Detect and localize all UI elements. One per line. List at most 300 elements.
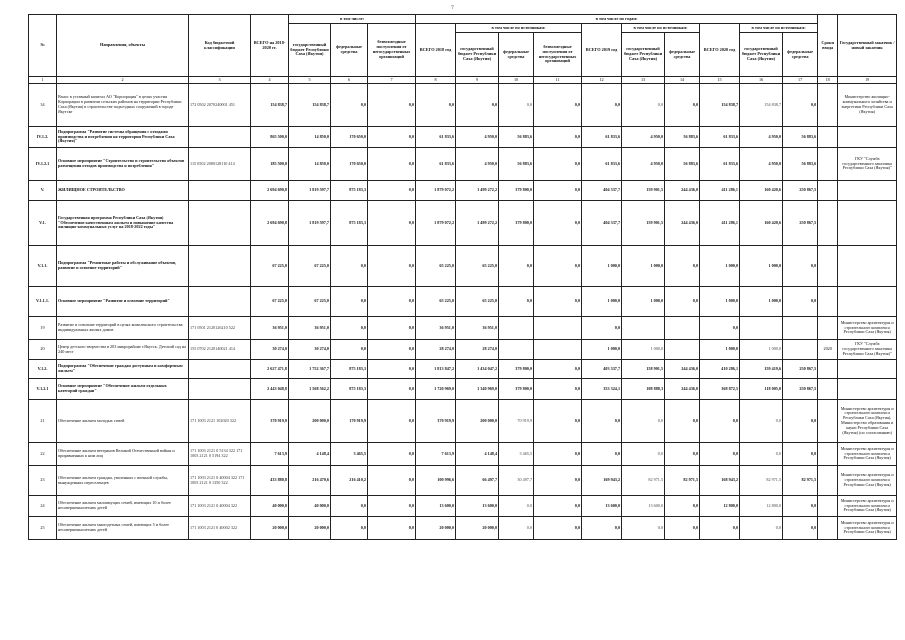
row-value: 30 497,7 bbox=[499, 466, 534, 496]
row-value bbox=[534, 340, 582, 360]
row-term bbox=[818, 201, 838, 246]
row-value: 0,0 bbox=[499, 496, 534, 517]
row-kbk bbox=[189, 360, 251, 379]
row-value: 0,0 bbox=[700, 400, 740, 443]
row-kbk: 171 0501 2120126210 522 bbox=[189, 317, 251, 340]
row-value: 0,0 bbox=[331, 84, 368, 127]
row-value: 4 950,0 bbox=[740, 148, 783, 181]
row-value: 1 000,0 bbox=[622, 340, 665, 360]
row-value: 1 879 072,2 bbox=[416, 181, 456, 201]
row-value: 30 274,0 bbox=[251, 340, 289, 360]
header-customer: Государственный заказчик / новый заказчик bbox=[838, 15, 897, 77]
row-value: 433 880,8 bbox=[251, 466, 289, 496]
row-kbk bbox=[189, 127, 251, 148]
row-value: 0,0 bbox=[783, 443, 818, 466]
row-value: 0,0 bbox=[534, 400, 582, 443]
row-value: 2 443 048,8 bbox=[251, 379, 289, 400]
row-value: 56 883,6 bbox=[499, 148, 534, 181]
row-name: Подпрограмма "Обеспечение граждан доступным и комфортным жильем" bbox=[57, 360, 189, 379]
row-value: 159 901,5 bbox=[622, 201, 665, 246]
row-value: 12 800,0 bbox=[700, 496, 740, 517]
row-value: 158 901,5 bbox=[622, 360, 665, 379]
row-number: V.1.1.1. bbox=[29, 287, 57, 317]
row-value: 0,0 bbox=[534, 148, 582, 181]
row-value bbox=[499, 317, 534, 340]
row-value: 28 274,0 bbox=[416, 340, 456, 360]
header-2020: ВСЕГО 2020 год bbox=[700, 24, 740, 77]
row-name: Подпрограмма "Ремонтные работы и обслуживание объектов, развитие и освоение территорий" bbox=[57, 246, 189, 287]
row-value: 4 950,0 bbox=[622, 148, 665, 181]
row-value: 12 800,0 bbox=[740, 496, 783, 517]
row-kbk: 171 1003 2121 0 40004 322 bbox=[189, 496, 251, 517]
row-value: 3 465,5 bbox=[331, 443, 368, 466]
row-value: 1 568 562,2 bbox=[289, 379, 331, 400]
row-value: 170 919,9 bbox=[331, 400, 368, 443]
header-kbk: Код бюджетной классификации bbox=[189, 15, 251, 77]
row-value: 0,0 bbox=[534, 466, 582, 496]
row-value: 1 000,0 bbox=[740, 246, 783, 287]
header-term: Сроки ввода bbox=[818, 15, 838, 77]
row-value: 7 613,9 bbox=[251, 443, 289, 466]
row-value: 0,0 bbox=[665, 287, 700, 317]
row-value: 0,0 bbox=[368, 360, 416, 379]
row-value: 875 183,3 bbox=[331, 201, 368, 246]
column-number: 11 bbox=[534, 77, 582, 84]
row-number: 19 bbox=[29, 317, 57, 340]
row-customer bbox=[838, 181, 897, 201]
row-name: Обеспечение жильем молодых семей bbox=[57, 400, 189, 443]
row-value: 61 833,6 bbox=[416, 148, 456, 181]
row-value: 36 951,0 bbox=[289, 317, 331, 340]
row-value: 216 410,2 bbox=[331, 466, 368, 496]
row-value: 0,0 bbox=[534, 379, 582, 400]
row-value bbox=[783, 317, 818, 340]
row-value: 0,0 bbox=[368, 400, 416, 443]
page-number: 7 bbox=[451, 6, 454, 11]
row-number: IV.1.2. bbox=[29, 127, 57, 148]
row-term bbox=[818, 360, 838, 379]
row-value: 370 919,9 bbox=[416, 400, 456, 443]
row-value: 875 183,3 bbox=[331, 379, 368, 400]
header-no: № bbox=[29, 15, 57, 77]
row-value: 0,0 bbox=[534, 496, 582, 517]
row-value: 1 000,0 bbox=[582, 246, 622, 287]
row-value: 1 000,0 bbox=[700, 246, 740, 287]
row-name: Обеспечение жильем граждан, уволенных с военной службы, вынужденных переселенцев bbox=[57, 466, 189, 496]
row-value: 36 951,0 bbox=[456, 317, 499, 340]
header-2019: ВСЕГО 2019 год bbox=[582, 24, 622, 77]
row-value: 154 838,7 bbox=[740, 84, 783, 127]
table-row bbox=[29, 148, 897, 181]
row-value: 0,0 bbox=[740, 443, 783, 466]
row-value: 0,0 bbox=[582, 84, 622, 127]
row-value: 36 951,0 bbox=[416, 317, 456, 340]
row-value: 0,0 bbox=[499, 84, 534, 127]
column-number: 7 bbox=[368, 77, 416, 84]
row-value: 0,0 bbox=[368, 148, 416, 181]
row-value: 0,0 bbox=[534, 127, 582, 148]
row-value: 0,0 bbox=[783, 287, 818, 317]
row-value: 0,0 bbox=[665, 246, 700, 287]
row-value: 0,0 bbox=[740, 517, 783, 540]
row-value: 404 337,7 bbox=[582, 181, 622, 201]
row-value: 56 883,6 bbox=[665, 127, 700, 148]
row-value: 67 225,0 bbox=[251, 287, 289, 317]
header-total: ВСЕГО на 2018-2020 гг. bbox=[251, 15, 289, 77]
row-name: Подпрограмма "Развитие системы обращения с отходами производства и потребления на территории Республики Саха (Якутия)" bbox=[57, 127, 189, 148]
row-customer bbox=[838, 201, 897, 246]
header-name: Направления, объекты bbox=[57, 15, 189, 77]
row-value: 82 971,5 bbox=[622, 466, 665, 496]
row-value: 216 470,6 bbox=[289, 466, 331, 496]
row-value: 0,0 bbox=[331, 340, 368, 360]
row-kbk: 115 0502 2080128110 414 bbox=[189, 148, 251, 181]
table-row bbox=[29, 400, 897, 443]
row-value: 250 867,5 bbox=[783, 379, 818, 400]
row-value: 56 883,6 bbox=[665, 148, 700, 181]
row-value: 36 951,0 bbox=[251, 317, 289, 340]
table-row bbox=[29, 340, 897, 360]
row-customer: Министерство архитектуры и строительного комплекса Республики Саха (Якутия) bbox=[838, 496, 897, 517]
row-kbk bbox=[189, 201, 251, 246]
row-value: 67 225,0 bbox=[289, 246, 331, 287]
row-number: 21 bbox=[29, 400, 57, 443]
row-value: 250 867,5 bbox=[783, 360, 818, 379]
row-value: 0,0 bbox=[534, 287, 582, 317]
row-value: 7 613,9 bbox=[416, 443, 456, 466]
row-value: 4 148,4 bbox=[289, 443, 331, 466]
row-value: 61 833,6 bbox=[700, 148, 740, 181]
row-value: 0,0 bbox=[368, 340, 416, 360]
row-value: 20 000,0 bbox=[456, 517, 499, 540]
row-term bbox=[818, 148, 838, 181]
row-value: 159 901,5 bbox=[622, 181, 665, 201]
column-number: 9 bbox=[456, 77, 499, 84]
row-value bbox=[665, 340, 700, 360]
row-value: 0,0 bbox=[368, 201, 416, 246]
row-value: 0,0 bbox=[534, 201, 582, 246]
row-value: 0,0 bbox=[665, 496, 700, 517]
row-value: 65 225,0 bbox=[416, 287, 456, 317]
row-value: 1 434 047,2 bbox=[456, 360, 499, 379]
table-row bbox=[29, 317, 897, 340]
table-row bbox=[29, 466, 897, 496]
row-value: 13 600,0 bbox=[416, 496, 456, 517]
header-fed-2019: федеральные средства bbox=[665, 33, 700, 77]
header-gb-2018: государственный бюджет Республики Саха (Якутия) bbox=[456, 33, 499, 77]
row-value: 0,0 bbox=[700, 517, 740, 540]
row-term bbox=[818, 317, 838, 340]
row-term bbox=[818, 496, 838, 517]
row-value: 244 436,0 bbox=[665, 360, 700, 379]
row-value: 160 420,6 bbox=[740, 201, 783, 246]
row-value: 56 883,6 bbox=[783, 148, 818, 181]
row-customer bbox=[838, 246, 897, 287]
row-value: 56 883,6 bbox=[783, 127, 818, 148]
row-name: ЖИЛИЩНОЕ СТРОИТЕЛЬСТВО bbox=[57, 181, 189, 201]
row-value: 61 833,6 bbox=[582, 148, 622, 181]
row-value: 403 337,7 bbox=[582, 360, 622, 379]
row-number: V.1.2. bbox=[29, 360, 57, 379]
column-number: 15 bbox=[700, 77, 740, 84]
row-value: 0,0 bbox=[368, 317, 416, 340]
row-value: 185 500,0 bbox=[251, 148, 289, 181]
row-value: 118 005,0 bbox=[740, 379, 783, 400]
row-kbk: 172 0502 2070240001 451 bbox=[189, 84, 251, 127]
row-value: 0,0 bbox=[622, 443, 665, 466]
row-value: 1 752 367,7 bbox=[289, 360, 331, 379]
row-value: 0,0 bbox=[368, 127, 416, 148]
column-number: 17 bbox=[783, 77, 818, 84]
row-value: 0,0 bbox=[665, 517, 700, 540]
row-value: 865 500,0 bbox=[251, 127, 289, 148]
row-value: 2 627 471,8 bbox=[251, 360, 289, 379]
row-customer bbox=[838, 127, 897, 148]
row-value: 0,0 bbox=[582, 517, 622, 540]
row-term bbox=[818, 466, 838, 496]
row-value: 1 000,0 bbox=[700, 340, 740, 360]
row-value: 20 000,0 bbox=[416, 517, 456, 540]
row-customer bbox=[838, 287, 897, 317]
header-incl-sources-2019: в том числе по источникам: bbox=[622, 24, 700, 33]
row-value: 14 850,0 bbox=[289, 148, 331, 181]
row-number: 34 bbox=[29, 84, 57, 127]
row-term bbox=[818, 246, 838, 287]
row-number: V. bbox=[29, 181, 57, 201]
column-number: 6 bbox=[331, 77, 368, 84]
row-value: 379 800,0 bbox=[499, 201, 534, 246]
row-name: Основное мероприятие "Строительство и строительство объектов размещения отходов производства и потребления" bbox=[57, 148, 189, 181]
row-number: 22 bbox=[29, 443, 57, 466]
row-value: 70 919,9 bbox=[499, 400, 534, 443]
row-customer: Министерство архитектуры и строительного комплекса Республики Саха (Якутия), Министерство образования и науки Республики Саха (Якутия) (по согласованию) bbox=[838, 400, 897, 443]
row-customer: Министерство архитектуры и строительного комплекса Республики Саха (Якутия) bbox=[838, 517, 897, 540]
table-row bbox=[29, 443, 897, 466]
row-value: 0,0 bbox=[665, 443, 700, 466]
row-value: 250 867,5 bbox=[783, 201, 818, 246]
row-value: 0,0 bbox=[740, 400, 783, 443]
row-number: 23 bbox=[29, 466, 57, 496]
row-value: 379 800,0 bbox=[499, 181, 534, 201]
row-value: 154 838,7 bbox=[251, 84, 289, 127]
row-value: 1 499 272,2 bbox=[456, 181, 499, 201]
header-incl-sources-2020: в том числе по источникам: bbox=[740, 24, 818, 33]
row-value bbox=[534, 317, 582, 340]
row-value: 0,0 bbox=[622, 400, 665, 443]
row-kbk: 155 0702 2120140021 414 bbox=[189, 340, 251, 360]
row-value: 1 813 847,2 bbox=[416, 360, 456, 379]
table-row bbox=[29, 496, 897, 517]
row-value: 368 872,5 bbox=[700, 379, 740, 400]
row-name: Взнос в уставный капитал АО "Корпорация" в целях участия Корпорации в развитии сельских районов на территории Республики Саха (Якутия) в строительстве подъездных сооружений в городе Якутске bbox=[57, 84, 189, 127]
column-number: 19 bbox=[838, 77, 897, 84]
row-kbk bbox=[189, 246, 251, 287]
row-value: 65 225,0 bbox=[456, 287, 499, 317]
row-value: 0,0 bbox=[368, 379, 416, 400]
row-value: 0,0 bbox=[700, 317, 740, 340]
row-value: 0,0 bbox=[368, 84, 416, 127]
column-number: 2 bbox=[57, 77, 189, 84]
row-number: V.1. bbox=[29, 201, 57, 246]
column-number: 14 bbox=[665, 77, 700, 84]
table-row bbox=[29, 360, 897, 379]
row-value: 244 436,0 bbox=[665, 379, 700, 400]
row-customer bbox=[838, 360, 897, 379]
header-gb-2020: государственный бюджет Республики Саха (Якутия) bbox=[740, 33, 783, 77]
row-value: 65 225,0 bbox=[456, 246, 499, 287]
row-name: Основное мероприятие "Обеспечение жильем отдельных категорий граждан" bbox=[57, 379, 189, 400]
row-value: 379 800,0 bbox=[499, 379, 534, 400]
column-number: 13 bbox=[622, 77, 665, 84]
row-value: 0,0 bbox=[368, 287, 416, 317]
row-value: 67 225,0 bbox=[251, 246, 289, 287]
row-value bbox=[622, 317, 665, 340]
table-row bbox=[29, 246, 897, 287]
row-value: 0,0 bbox=[665, 400, 700, 443]
table-row bbox=[29, 127, 897, 148]
row-number: V.1.2.1 bbox=[29, 379, 57, 400]
row-value: 66 497,7 bbox=[456, 466, 499, 496]
row-value: 244 436,0 bbox=[665, 181, 700, 201]
row-value: 0,0 bbox=[700, 443, 740, 466]
row-value: 0,0 bbox=[368, 443, 416, 466]
row-value: 0,0 bbox=[783, 246, 818, 287]
row-term bbox=[818, 400, 838, 443]
row-value: 13 600,0 bbox=[456, 496, 499, 517]
row-value: 379 800,0 bbox=[499, 360, 534, 379]
row-term bbox=[818, 84, 838, 127]
table-row bbox=[29, 181, 897, 201]
row-kbk: 171 1003 2121 0 40002 322 bbox=[189, 517, 251, 540]
row-value: 1 000,0 bbox=[582, 287, 622, 317]
row-value: 0,0 bbox=[331, 287, 368, 317]
row-kbk bbox=[189, 379, 251, 400]
row-value: 0,0 bbox=[331, 246, 368, 287]
row-value: 56 883,6 bbox=[499, 127, 534, 148]
row-value: 4 950,0 bbox=[456, 148, 499, 181]
row-value: 0,0 bbox=[534, 360, 582, 379]
row-value: 108 888,3 bbox=[622, 379, 665, 400]
row-value: 0,0 bbox=[368, 181, 416, 201]
row-term bbox=[818, 379, 838, 400]
column-numbers-row bbox=[29, 77, 897, 84]
header-gb-2019: государственный бюджет Республики Саха (Якутия) bbox=[622, 33, 665, 77]
row-customer: Министерство архитектуры и строительного комплекса Республики Саха (Якутия) bbox=[838, 466, 897, 496]
row-value: 4 148,4 bbox=[456, 443, 499, 466]
row-value: 159 419,6 bbox=[740, 360, 783, 379]
row-value: 0,0 bbox=[368, 246, 416, 287]
row-name: Развитие и освоение территорий в целях комплексного строительства индивидуальных жилых домов bbox=[57, 317, 189, 340]
row-number: 25 bbox=[29, 517, 57, 540]
row-value: 0,0 bbox=[665, 84, 700, 127]
row-value: 200 000,0 bbox=[289, 400, 331, 443]
row-value: 875 183,3 bbox=[331, 360, 368, 379]
row-value: 30 274,0 bbox=[289, 340, 331, 360]
row-customer: ГКУ "Служба государственного заказчика Республики Саха (Якутия)" bbox=[838, 148, 897, 181]
row-value: 1 720 969,0 bbox=[416, 379, 456, 400]
row-customer: ГКУ "Служба государственного заказчика Республики Саха (Якутия)" bbox=[838, 340, 897, 360]
table-row bbox=[29, 379, 897, 400]
row-value: 0,0 bbox=[534, 181, 582, 201]
row-value: 82 971,5 bbox=[740, 466, 783, 496]
header-fed-2018: федеральные средства bbox=[499, 33, 534, 77]
row-value: 1 340 969,0 bbox=[456, 379, 499, 400]
row-value: 0,0 bbox=[622, 517, 665, 540]
row-value: 154 838,7 bbox=[289, 84, 331, 127]
row-value: 0,0 bbox=[416, 84, 456, 127]
row-value: 61 833,6 bbox=[416, 127, 456, 148]
row-term bbox=[818, 443, 838, 466]
row-value: 244 436,0 bbox=[665, 201, 700, 246]
row-value: 0,0 bbox=[534, 517, 582, 540]
row-value: 200 000,0 bbox=[456, 400, 499, 443]
row-name: Обеспечение жильем многодетных семей, имеющих 5 и более несовершеннолетних детей bbox=[57, 517, 189, 540]
row-value: 2 694 690,8 bbox=[251, 201, 289, 246]
row-value: 353 324,1 bbox=[582, 379, 622, 400]
row-term: 2020 bbox=[818, 340, 838, 360]
row-name: Обеспечение жильем малоимущих семей, имеющих 10 и более несовершеннолетних детей bbox=[57, 496, 189, 517]
row-value: 1 000,0 bbox=[740, 340, 783, 360]
row-value: 67 225,0 bbox=[289, 287, 331, 317]
row-value: 0,0 bbox=[368, 466, 416, 496]
table-row bbox=[29, 201, 897, 246]
row-value: 82 971,5 bbox=[783, 466, 818, 496]
column-number: 10 bbox=[499, 77, 534, 84]
row-value: 0,0 bbox=[456, 84, 499, 127]
row-value: 0,0 bbox=[622, 84, 665, 127]
row-value: 13 600,0 bbox=[582, 496, 622, 517]
row-name: Центр детского творчества в 203 микрорайоне г.Якутск. Детский сад на 240 мест bbox=[57, 340, 189, 360]
row-value: 1 000,0 bbox=[740, 287, 783, 317]
row-value: 20 000,0 bbox=[289, 517, 331, 540]
column-number: 3 bbox=[189, 77, 251, 84]
row-name: Государственная программа Республики Саха (Якутия) "Обеспечение качественным жильем и повышение качества жилищно-коммунальных услуг на 2018-2022 годы" bbox=[57, 201, 189, 246]
header-incl: в том числе: bbox=[289, 15, 416, 24]
row-value: 0,0 bbox=[499, 517, 534, 540]
row-value: 410 286,1 bbox=[700, 360, 740, 379]
row-value: 0,0 bbox=[368, 517, 416, 540]
row-customer: Министерство архитектуры и строительного комплекса Республики Саха (Якутия) bbox=[838, 317, 897, 340]
row-value: 411 286,1 bbox=[700, 201, 740, 246]
row-customer: Министерство жилищно-коммунального хозяйства и энергетики Республики Саха (Якутия) bbox=[838, 84, 897, 127]
row-value: 20 000,0 bbox=[251, 517, 289, 540]
row-value: 170 650,0 bbox=[331, 148, 368, 181]
row-term bbox=[818, 517, 838, 540]
row-value bbox=[499, 340, 534, 360]
row-value bbox=[740, 317, 783, 340]
row-value: 1 819 597,7 bbox=[289, 181, 331, 201]
row-value: 61 833,6 bbox=[582, 127, 622, 148]
row-term bbox=[818, 127, 838, 148]
row-value: 0,0 bbox=[368, 496, 416, 517]
row-value: 170 650,0 bbox=[331, 127, 368, 148]
row-kbk: 171 1003 2121 0 5134 322 171 1003 2121 0 5194 322 bbox=[189, 443, 251, 466]
table-header bbox=[29, 15, 897, 84]
row-customer: Министерство архитектуры и строительного комплекса Республики Саха (Якутия) bbox=[838, 443, 897, 466]
row-value: 168 943,2 bbox=[700, 466, 740, 496]
row-value: 1 000,0 bbox=[622, 287, 665, 317]
row-value: 1 000,0 bbox=[582, 340, 622, 360]
row-value: 13 600,0 bbox=[622, 496, 665, 517]
row-value: 14 850,0 bbox=[289, 127, 331, 148]
row-value: 0,0 bbox=[534, 443, 582, 466]
row-name: Основное мероприятие "Развитие и освоение территорий" bbox=[57, 287, 189, 317]
row-value: 411 286,1 bbox=[700, 181, 740, 201]
row-value: 40 000,0 bbox=[251, 496, 289, 517]
table-row bbox=[29, 84, 897, 127]
row-value: 1 000,0 bbox=[622, 246, 665, 287]
row-customer bbox=[838, 379, 897, 400]
